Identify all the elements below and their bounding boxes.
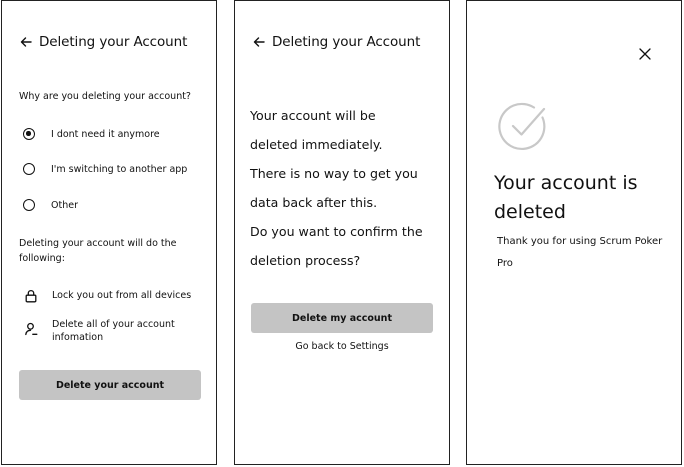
reason-option-other[interactable] (23, 199, 78, 211)
arrow-left-icon[interactable] (19, 35, 33, 49)
header (252, 34, 420, 50)
success-message: Thank you for using Scrum Poker Pro (497, 236, 663, 269)
check-circle-icon (496, 100, 550, 154)
effect-item-lock (24, 289, 192, 303)
effects-title: Deleting your account will do the following: (19, 238, 177, 264)
effect-label: Delete all of your account infomation (52, 319, 175, 343)
reason-option-label: I dont need it anymore (51, 128, 160, 140)
radio-unchecked-icon[interactable] (23, 199, 35, 211)
screen-delete-success (466, 0, 682, 465)
back-to-settings-link[interactable]: Go back to Settings (295, 341, 389, 352)
delete-your-account-button[interactable]: Delete your account (19, 370, 201, 400)
effect-label: Lock you out from all devices (52, 290, 192, 301)
reason-question: Why are you deleting your account? (19, 91, 191, 102)
close-icon[interactable] (637, 46, 653, 62)
warning-line: There is no way to get you (250, 166, 418, 181)
reason-option-no-need[interactable] (23, 128, 160, 140)
screen-delete-reason (1, 0, 217, 465)
success-title: Your account is deleted (494, 172, 638, 223)
reason-option-label: I'm switching to another app (51, 163, 188, 175)
warning-line: data back after this. (250, 195, 378, 210)
warning-line: deletion process? (250, 253, 361, 268)
warning-text (250, 101, 446, 275)
screen-delete-confirm (234, 0, 450, 465)
user-remove-icon (24, 322, 38, 336)
effect-item-delete-info (24, 318, 192, 344)
radio-checked-icon[interactable] (23, 128, 35, 140)
warning-line: Do you want to confirm the (250, 224, 423, 239)
lock-icon (24, 289, 38, 303)
radio-unchecked-icon[interactable] (23, 163, 35, 175)
warning-line: Your account will be (250, 108, 376, 123)
page-title: Deleting your Account (39, 34, 188, 50)
reason-option-switching[interactable] (23, 163, 187, 175)
delete-my-account-button[interactable]: Delete my account (251, 303, 433, 333)
header (19, 34, 187, 50)
page-title: Deleting your Account (272, 34, 421, 50)
warning-line: deleted immediately. (250, 137, 383, 152)
reason-option-label: Other (51, 199, 78, 211)
arrow-left-icon[interactable] (252, 35, 266, 49)
